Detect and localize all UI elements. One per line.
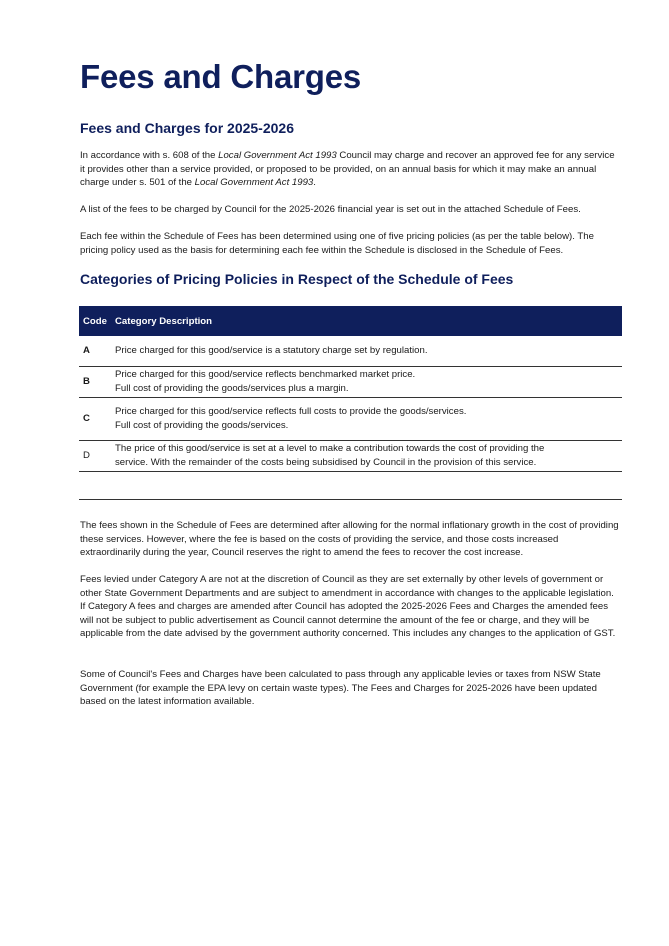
act-name-italic: Local Government Act 1993 [218, 150, 337, 161]
description-line: The price of this good/service is set at a level to make a contribution towards the cost of providing the [115, 443, 545, 455]
table-header-row [79, 306, 622, 336]
description-line: Full cost of providing the goods/services. [115, 420, 289, 431]
section-heading-pricing-categories: Categories of Pricing Policies in Respect of the Schedule of Fees [80, 271, 514, 287]
description-line: service. With the remainder of the costs being subsidised by Council in the provision of this service. [115, 457, 537, 468]
paragraph-legislation-text-e: . [313, 177, 316, 189]
category-description [115, 442, 622, 469]
category-description [115, 344, 622, 358]
act-name-italic: Local Government Act 1993 [194, 177, 314, 189]
table-row [79, 367, 622, 398]
section-heading-fees-2025-2026: Fees and Charges for 2025-2026 [80, 120, 294, 136]
column-header-category-description: Category Description [115, 315, 213, 327]
category-code: A [83, 345, 90, 357]
pricing-policy-table [79, 306, 622, 472]
paragraph-legislation-text-c: Council may charge and recover an approved fee for any service it provides other than a service provided, or proposed to be provided, on an annual basis for which it may make an annual charge under s. 501 of the [80, 150, 615, 189]
paragraph-schedule-list: A list of the fees to be charged by Council for the 2025-2026 financial year is set out in the attached Schedule of Fees. [80, 204, 581, 215]
description-line: Price charged for this good/service reflects benchmarked market price. [115, 369, 416, 381]
category-code: C [83, 413, 90, 425]
section-divider [79, 499, 622, 500]
category-code: B [83, 376, 90, 388]
paragraph-pricing-policies: Each fee within the Schedule of Fees has been determined using one of five pricing policies (as per the table below). The pricing policy used as the basis for determining each fee within the Schedule is disclosed in the Schedule of Fees. [80, 231, 594, 256]
paragraph-legislation-text-a: In accordance with s. 608 of the [80, 150, 219, 161]
paragraph-inflationary-growth: The fees shown in the Schedule of Fees are determined after allowing for the normal inflationary growth in the cost of providing these services. However, where the fee is based on the costs of providing the service, and those costs increased extraordinarily during the year, Council reserves the right to amend the fees to recover the cost increase. [80, 520, 619, 559]
page-title: Fees and Charges [80, 58, 362, 95]
category-description [115, 405, 622, 432]
paragraph-category-a-fees: Fees levied under Category A are not at the discretion of Council as they are set externally by other levels of government or other State Government Departments and are subject to amendment in accordance with changes to the applicable legislation. If Category A fees and charges are amended after Council has adopted the 2025-2026 Fees and Charges the amended fees will not be subject to public advertisement as Council cannot determine the amount of the fee or charge, and they will be applicable from the date advised by the government authority concerned. This includes any changes to the application of GST. [80, 574, 616, 640]
category-description [115, 368, 622, 395]
paragraph-levies-taxes: Some of Council's Fees and Charges have been calculated to pass through any applicable levies or taxes from NSW State Government (for example the EPA levy on certain waste types). The Fees and Charges for 2025-2026 have been updated based on the latest information available. [80, 669, 601, 708]
description-line: Full cost of providing the goods/services plus a margin. [115, 383, 349, 394]
table-row [79, 336, 622, 367]
paragraph-legislation [80, 149, 620, 190]
description-line: Price charged for this good/service is a statutory charge set by regulation. [115, 345, 428, 357]
table-row [79, 441, 622, 472]
category-code: D [83, 450, 90, 462]
description-line: Price charged for this good/service reflects full costs to provide the goods/services. [115, 406, 467, 418]
table-row [79, 398, 622, 441]
column-header-code: Code [83, 315, 107, 327]
